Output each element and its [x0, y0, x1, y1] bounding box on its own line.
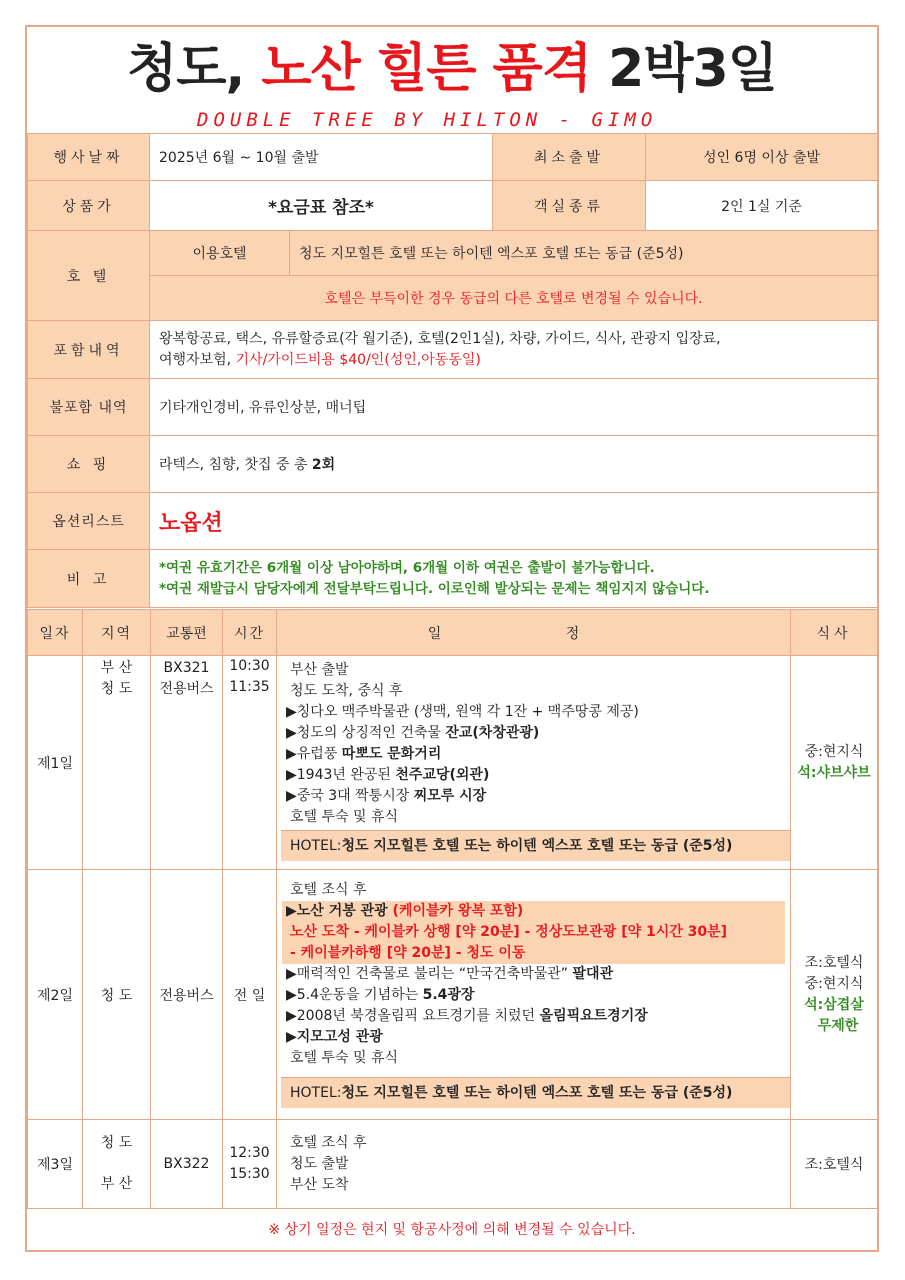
day2-meal-3: 석:삼겹살 [804, 996, 864, 1013]
hotel-use-label: 이용호텔 [150, 231, 290, 276]
title-part-1: 청도, [127, 39, 245, 99]
date-label: 행사날짜 [28, 134, 150, 181]
header-transport: 교통편 [151, 610, 223, 656]
day2-line-9: 호텔 투숙 및 휴식 [290, 1050, 399, 1066]
day1-line-4 [286, 723, 781, 744]
price-value: *요금표 참조* [150, 181, 493, 231]
day2-line-7 [286, 1006, 781, 1027]
day2-meals [791, 870, 878, 1120]
day3-region-2: 부 산 [100, 1176, 133, 1192]
day2-line-6-bold: 5.4광장 [422, 987, 475, 1003]
day1-time-2: 11:35 [229, 679, 270, 695]
shop-value [150, 436, 878, 493]
day1-time [223, 656, 277, 870]
header-schedule: 일 정 [277, 610, 791, 656]
incl-line-2-text: 여행자보험, [159, 351, 236, 368]
title-part-3: 2박3일 [608, 39, 777, 99]
footer-note: ※ 상기 일정은 현지 및 항공사정에 의해 변경될 수 있습니다. [27, 1208, 877, 1251]
day1-region-1: 부 산 [100, 660, 133, 676]
hotel-note: 호텔은 부득이한 경우 동급의 다른 호텔로 변경될 수 있습니다. [150, 276, 878, 321]
day3-line-1: 호텔 조식 후 [290, 1134, 367, 1151]
day2-line-5 [286, 964, 781, 985]
info-table [27, 133, 878, 608]
day2-line-2-red: (케이블카 왕복 포함) [392, 903, 524, 919]
min-value: 성인 6명 이상 출발 [646, 134, 878, 181]
date-value: 2025년 6월 ~ 10월 출발 [150, 134, 493, 181]
opt-value: 노옵션 [150, 493, 878, 550]
day2-line-7-bold: 올림픽요트경기장 [539, 1008, 648, 1024]
day1-line-6-text: ▶1943년 완공된 [286, 767, 396, 783]
day1-time-1: 10:30 [229, 658, 270, 674]
day1-line-5 [286, 744, 781, 765]
day3-region-1: 청 도 [100, 1135, 133, 1151]
day2-line-5-text: ▶매력적인 건축물로 불리는 “만국건축박물관” [286, 966, 573, 982]
day3-time-1: 12:30 [229, 1145, 270, 1161]
day2-hotel-prefix: HOTEL: [290, 1085, 342, 1101]
day3-transport: BX322 [151, 1120, 223, 1209]
day2-time: 전 일 [223, 870, 277, 1120]
shop-count: 2회 [311, 457, 336, 473]
day2-line-2 [286, 901, 781, 922]
header-region: 지역 [83, 610, 151, 656]
note-line-1: *여권 유효기간은 6개월 이상 남아야하며, 6개월 이하 여권은 출발이 불가능합니다. [159, 559, 655, 576]
day1-line-6-bold: 천주교당(외관) [395, 767, 490, 783]
day3-schedule [277, 1120, 791, 1209]
day1-meal-1: 중:현지식 [804, 743, 864, 760]
day3-time [223, 1120, 277, 1209]
day1-line-6 [286, 765, 781, 786]
day2-line-6-text: ▶5.4운동을 기념하는 [286, 987, 423, 1003]
day1-hotel-name: 청도 지모힐튼 호텔 또는 하이텐 엑스포 호텔 또는 동급 (준5성) [341, 838, 733, 854]
day2-line-3: 노산 도착 - 케이블카 상행 [약 20분] - 정상도보관광 [약 1시간 30분] [290, 924, 728, 940]
note-line-2: *여권 재발급시 담당자에게 전달부탁드립니다. 이로인해 발상되는 문제는 책임지지 않습니다. [159, 580, 710, 597]
hotel-value: 청도 지모힐튼 호텔 또는 하이텐 엑스포 호텔 또는 동급 (준5성) [290, 231, 878, 276]
day1-hotel-prefix: HOTEL: [290, 838, 342, 854]
incl-guide-fee: 기사/가이드비용 $40/인(성인,아동동일) [235, 351, 481, 368]
page-title [27, 27, 877, 111]
day3-line-3: 부산 도착 [290, 1176, 349, 1193]
incl-line-2 [159, 350, 868, 371]
min-label: 최소출발 [493, 134, 646, 181]
day1-line-3: ▶칭다오 맥주박물관 (생맥, 원액 각 1잔 + 맥주땅콩 제공) [286, 704, 639, 720]
note-value [150, 550, 878, 608]
room-value: 2인 1실 기준 [646, 181, 878, 231]
day3-region [83, 1120, 151, 1209]
incl-line-1: 왕복항공료, 택스, 유류할증료(각 월기준), 호텔(2인1실), 차량, 가이드, 식사, 관광지 입장료, [159, 330, 721, 347]
day1-line-8: 호텔 투숙 및 휴식 [290, 809, 399, 825]
day1-transport-1: BX321 [163, 660, 210, 676]
day1-line-4-bold: 잔교(차창관광) [445, 725, 540, 741]
day2-meal-4: 무제한 [817, 1017, 859, 1034]
opt-label: 옵션리스트 [28, 493, 150, 550]
day1-meal-2: 석:샤브샤브 [797, 764, 871, 781]
price-label: 상품가 [28, 181, 150, 231]
room-label: 객실종류 [493, 181, 646, 231]
excl-label: 불포함 내역 [28, 379, 150, 436]
title-part-2: 노산 힐튼 품격 [261, 39, 591, 99]
day1-line-5-text: ▶유럽풍 [286, 746, 342, 762]
document-frame [25, 25, 879, 1252]
note-label: 비 고 [28, 550, 150, 608]
day2-highlight [282, 901, 785, 964]
day1-label: 제1일 [28, 656, 83, 870]
day1-region-2: 청 도 [100, 681, 133, 697]
shop-text: 라텍스, 침향, 찻집 중 총 [159, 457, 312, 473]
day2-line-4: - 케이블카하행 [약 20분] - 청도 이동 [290, 945, 526, 961]
day2-meal-2: 중:현지식 [804, 975, 864, 992]
day2-line-6 [286, 985, 781, 1006]
day2-line-1: 호텔 조식 후 [290, 882, 367, 898]
header-day: 일자 [28, 610, 83, 656]
header-time: 시간 [223, 610, 277, 656]
shop-label: 쇼 핑 [28, 436, 150, 493]
day2-meal-1: 조:호텔식 [804, 954, 864, 971]
day1-line-1: 부산 출발 [290, 662, 349, 678]
day1-line-7-bold: 찌모루 시장 [413, 788, 487, 804]
day1-region [83, 656, 151, 870]
day1-transport-2: 전용버스 [159, 681, 214, 697]
day2-schedule [277, 870, 791, 1120]
day2-line-5-bold: 팔대관 [572, 966, 614, 982]
day2-label: 제2일 [28, 870, 83, 1120]
day1-line-5-bold: 따뽀도 문화거리 [341, 746, 442, 762]
page-subtitle: DOUBLE TREE BY HILTON - GIMO [197, 109, 658, 131]
header-meal: 식사 [791, 610, 878, 656]
day1-meals [791, 656, 878, 870]
day2-hotel [281, 1077, 790, 1108]
day2-region: 청 도 [83, 870, 151, 1120]
excl-value: 기타개인경비, 유류인상분, 매너팁 [150, 379, 878, 436]
day3-line-2: 청도 출발 [290, 1155, 349, 1172]
incl-value [150, 321, 878, 379]
day1-schedule [277, 656, 791, 870]
day2-line-8: ▶지모고성 관광 [286, 1029, 383, 1045]
day1-line-7 [286, 786, 781, 807]
day1-line-2: 청도 도착, 중식 후 [290, 683, 403, 699]
day1-hotel [281, 830, 790, 861]
day2-line-2-text: ▶노산 거봉 관광 [286, 903, 393, 919]
day3-label: 제3일 [28, 1120, 83, 1209]
day3-meal: 조:호텔식 [791, 1120, 878, 1209]
day1-line-4-text: ▶청도의 상징적인 건축물 [286, 725, 446, 741]
day3-time-2: 15:30 [229, 1166, 270, 1182]
itinerary-table [27, 609, 878, 1209]
day1-transport [151, 656, 223, 870]
incl-label: 포함내역 [28, 321, 150, 379]
day2-line-7-text: ▶2008년 북경올림픽 요트경기를 치렀던 [286, 1008, 540, 1024]
day1-line-7-text: ▶중국 3대 짝퉁시장 [286, 788, 414, 804]
hotel-label: 호 텔 [28, 231, 150, 321]
day2-transport: 전용버스 [151, 870, 223, 1120]
day2-hotel-name: 청도 지모힐튼 호텔 또는 하이텐 엑스포 호텔 또는 동급 (준5성) [341, 1085, 733, 1101]
